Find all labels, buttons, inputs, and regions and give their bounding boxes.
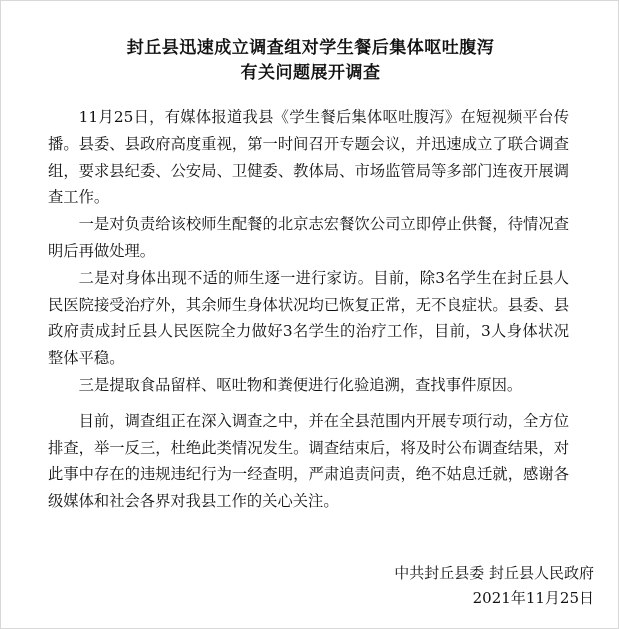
signature-date: 2021年11月25日 <box>472 589 594 607</box>
signature-issuer: 中共封丘县委 封丘县人民政府 <box>394 564 594 582</box>
paragraph-measure-three: 三是提取食品留样、呕吐物和粪便进行化验追溯，查找事件原因。 <box>78 375 523 394</box>
document-title-line-2: 有关问题展开调查 <box>240 63 381 83</box>
document-body <box>48 104 569 515</box>
paragraph-measure-two: 二是对身体出现不适的师生逐一进行家访。目前，除3名学生在封丘县人民医院接受治疗外，其余师生身体状况均已恢复正常，无不良症状。县委、县政府责成封丘县人民医院全力做好3名学生的治疗工作，目前，3人身体状况整体平稳。 <box>48 268 569 368</box>
paragraph-measure-one: 一是对负责给该校师生配餐的北京志宏餐饮公司立即停止供餐，待情况查明后再做处理。 <box>48 215 569 260</box>
paragraph-intro: 11月25日，有媒体报道我县《学生餐后集体呕吐腹泻》在短视频平台传播。县委、县政府高度重视，第一时间召开专题会议，并迅速成立了联合调查组，要求县纪委、公安局、卫健委、教体局、市场监管局等多部门连夜开展调查工作。 <box>48 108 569 207</box>
document-title-line-1: 封丘县迅速成立调查组对学生餐后集体呕吐腹泻 <box>126 38 495 58</box>
paragraph-conclusion: 目前，调查组正在深入调查之中，并在全县范围内开展专项行动，全方位排查，举一反三，杜绝此类情况发生。调查结束后，将及时公布调查结果，对此事中存在的违规违纪行为一经查明，严肃追责问责，绝不姑息迁就，感谢各级媒体和社会各界对我县工作的关心关注。 <box>48 411 569 511</box>
